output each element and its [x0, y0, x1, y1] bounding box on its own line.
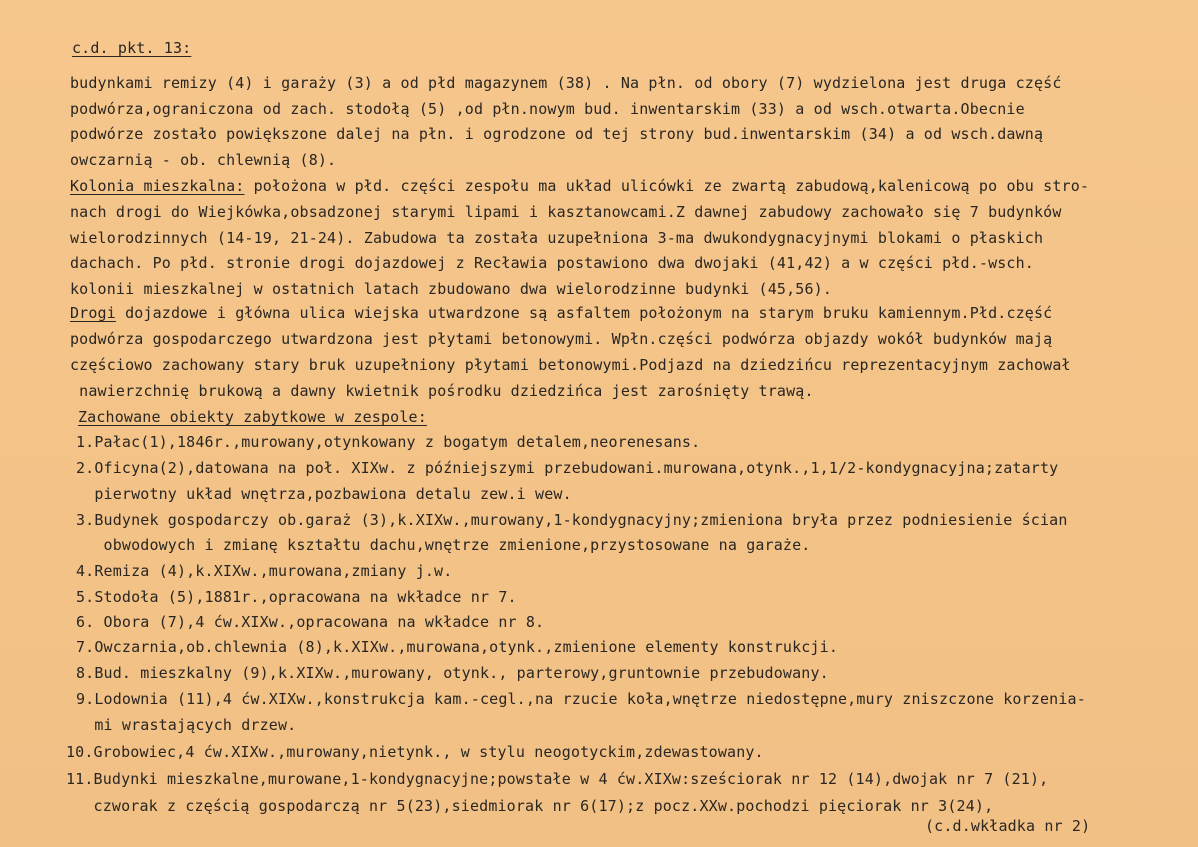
- list-item: 5.Stodoła (5),1881r.,opracowana na wkładce nr 7.: [76, 588, 517, 606]
- drogi-line: podwórza gospodarczego utwardzona jest płytami betonowymi. Wpłn.części podwórza objazdy wokół budynków mają: [70, 330, 1053, 348]
- paragraph-line: budynkami remizy (4) i garaży (3) a od płd magazynem (38) . Na płn. od obory (7) wydzielona jest druga część: [70, 74, 1062, 92]
- list-item: pierwotny układ wnętrza,pozbawiona detalu zew.i wew.: [76, 485, 572, 503]
- drogi-heading: Drogi: [70, 304, 116, 322]
- list-item: 4.Remiza (4),k.XIXw.,murowana,zmiany j.w.: [76, 562, 453, 580]
- kolonia-heading: Kolonia mieszkalna:: [70, 177, 245, 195]
- paragraph-line: podwórza,ograniczona od zach. stodołą (5) ,od płn.nowym bud. inwentarskim (33) a od wsch.otwarta.Obecnie: [70, 100, 1025, 118]
- kolonia-line: kolonii mieszkalnej w ostatnich latach zbudowano dwa wielorodzinne budynki (45,56).: [70, 280, 833, 298]
- drogi-line: [70, 303, 1052, 323]
- list-item: 8.Bud. mieszkalny (9),k.XIXw.,murowany, otynk., parterowy,gruntownie przebudowany.: [76, 664, 829, 682]
- drogi-text: dojazdowe i główna ulica wiejska utwardzone są asfaltem położonym na starym bruku kamiennym.Płd.część: [115, 304, 1053, 322]
- zabytki-heading: Zachowane obiekty zabytkowe w zespole:: [78, 408, 427, 426]
- paragraph-line: podwórze zostało powiększone dalej na płn. i ogrodzone od tej strony bud.inwentarskim (34) a od wsch.dawną: [70, 125, 1044, 143]
- drogi-line: częściowo zachowany stary bruk uzupełniony płytami betonowymi.Podjazd na dziedzińcu reprezentacyjnym zachował: [70, 356, 1071, 374]
- list-item: 3.Budynek gospodarczy ob.garaż (3),k.XIXw.,murowany,1-kondygnacyjny;zmieniona bryła przez podniesienie ścian: [76, 511, 1068, 529]
- continuation-header: c.d. pkt. 13:: [72, 39, 192, 57]
- list-item: mi wrastających drzew.: [76, 716, 297, 734]
- kolonia-line: nach drogi do Wiejkówka,obsadzonej starymi lipami i kasztanowcami.Z dawnej zabudowy zachowało się 7 budynków: [70, 203, 1062, 221]
- drogi-line: nawierzchnię brukową a dawny kwietnik pośrodku dziedzińca jest zarośnięty trawą.: [70, 382, 814, 400]
- kolonia-line: dachach. Po płd. stronie drogi dojazdowej z Recławia postawiono dwa dwojaki (41,42) a w części płd.-wsch.: [70, 254, 1034, 272]
- list-item: 7.Owczarnia,ob.chlewnia (8),k.XIXw.,murowana,otynk.,zmienione elementy konstrukcji.: [76, 638, 839, 656]
- list-item: czworak z częścią gospodarczą nr 5(23),siedmiorak nr 6(17);z pocz.XXw.pochodzi pięciorak nr 3(24),: [66, 797, 994, 815]
- continuation-note: (c.d.wkładka nr 2): [925, 817, 1091, 835]
- list-item: 6. Obora (7),4 ćw.XIXw.,opracowana na wkładce nr 8.: [76, 613, 545, 631]
- list-item: 1.Pałac(1),1846r.,murowany,otynkowany z bogatym detalem,neorenesans.: [76, 433, 701, 451]
- list-item: 11.Budynki mieszkalne,murowane,1-kondygnacyjne;powstałe w 4 ćw.XIXw:sześciorak nr 12 (14),dwojak nr 7 (21),: [66, 770, 1049, 788]
- kolonia-text: położona w płd. części zespołu ma układ ulicówki ze zwartą zabudową,kalenicową po obu stro-: [244, 177, 1090, 195]
- list-item: 9.Lodownia (11),4 ćw.XIXw.,konstrukcja kam.-cegl.,na rzucie koła,wnętrze niedostępne,mury zniszczone korzenia-: [76, 690, 1086, 708]
- list-item: 10.Grobowiec,4 ćw.XIXw.,murowany,nietynk., w stylu neogotyckim,zdewastowany.: [66, 743, 764, 761]
- kolonia-line: [70, 176, 1089, 196]
- list-item: 2.Oficyna(2),datowana na poł. XIXw. z późniejszymi przebudowani.murowana,otynk.,1,1/2-kondygnacyjna;zatarty: [76, 459, 1059, 477]
- kolonia-line: wielorodzinnych (14-19, 21-24). Zabudowa ta została uzupełniona 3-ma dwukondygnacyjnymi blokami o płaskich: [70, 229, 1044, 247]
- paragraph-line: owczarnią - ob. chlewnią (8).: [70, 151, 337, 169]
- list-item: obwodowych i zmianę kształtu dachu,wnętrze zmienione,przystosowane na garaże.: [76, 536, 811, 554]
